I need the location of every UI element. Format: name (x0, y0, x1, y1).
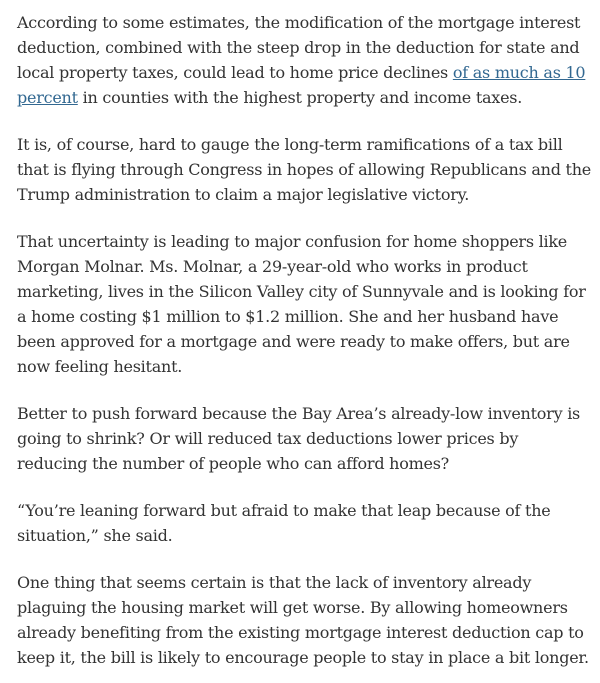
paragraph-uncertainty: That uncertainty is leading to major confusion for home shoppers like Morgan Molnar. Ms. Molnar, a 29-year-old who works in product marketing, lives in the Silicon Valley city of Sunnyvale and is looking for a home costing $1 million to $1.2 million. She and her husband have been approved for a mortgage and were ready to make offers, but are now feeling hesitant. (17, 232, 586, 376)
paragraph-inventory: One thing that seems certain is that the lack of inventory already plaguing the housing market will get worse. By allowing homeowners already benefiting from the existing mortgage interest deduction cap to keep it, the bill is likely to encourage people to stay in place a bit longer. (17, 573, 589, 667)
paragraph-tax-bill: It is, of course, hard to gauge the long-term ramifications of a tax bill that is flying through Congress in hopes of allowing Republicans and the Trump administration to claim a major legislative victory. (17, 135, 591, 204)
paragraph-price-declines (17, 10, 592, 110)
paragraph-text: in counties with the highest property and income taxes. (77, 88, 523, 107)
paragraph-quote: “You’re leaning forward but afraid to make that leap because of the situation,” she said. (17, 501, 551, 545)
paragraph-questions: Better to push forward because the Bay Area’s already-low inventory is going to shrink? Or will reduced tax deductions lower prices by reducing the number of people who can afford homes? (17, 404, 581, 473)
paragraph-text: According to some estimates, the modification of the mortgage interest deduction, combined with the steep drop in the deduction for state and local property taxes, could lead to home price declines (17, 13, 581, 82)
estimate-link[interactable]: of as much as 10 percent (17, 63, 586, 107)
